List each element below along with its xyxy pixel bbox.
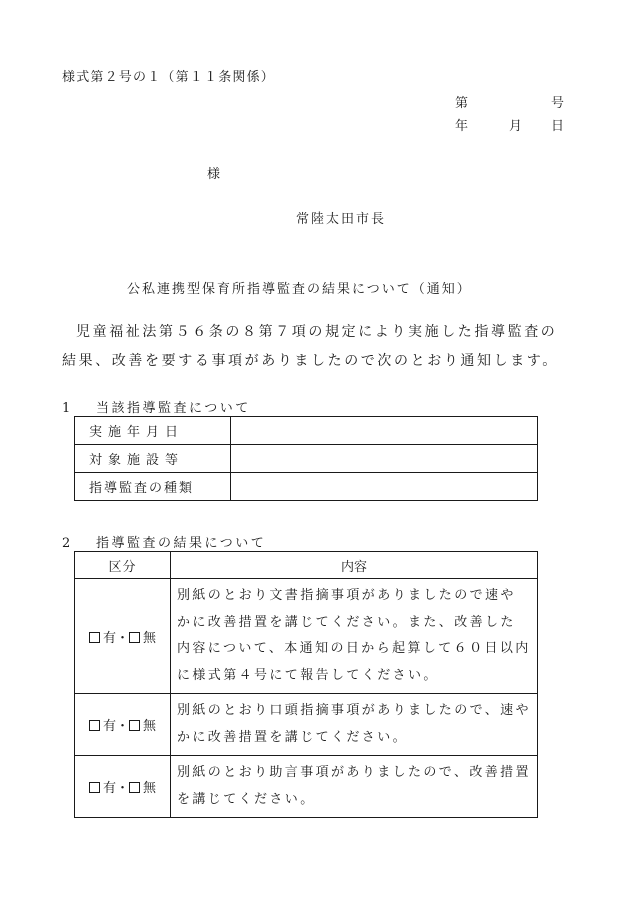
row-label-facility: 対象施設等: [75, 445, 231, 473]
column-header-category: 区分: [75, 552, 171, 579]
table-row: [75, 756, 538, 818]
document-title: 公私連携型保育所指導監査の結果について（通知）: [127, 282, 472, 297]
status-cell: [75, 756, 171, 818]
table-row: [75, 417, 538, 445]
yes-checkbox[interactable]: [89, 720, 100, 731]
yes-checkbox[interactable]: [89, 632, 100, 643]
content-cell: 別紙のとおり助言事項がありましたので、改善措置を講じてください。: [171, 756, 538, 818]
row-label-date: 実施年月日: [75, 417, 231, 445]
content-cell: 別紙のとおり文書指摘事項がありましたので速やかに改善措置を講じてください。また、改善した内容について、本通知の日から起算して６０日以内に様式第４号にて報告してください。: [171, 579, 538, 694]
row-value-facility: [231, 445, 538, 473]
audit-result-table: [74, 551, 538, 818]
yes-label: 有・: [102, 781, 129, 796]
table-row: [75, 445, 538, 473]
table-row: [75, 694, 538, 756]
table-row: [75, 473, 538, 501]
no-checkbox[interactable]: [129, 632, 140, 643]
section1-number: 1: [62, 401, 71, 416]
form-number: 様式第２号の１（第１１条関係）: [62, 70, 276, 85]
yes-checkbox[interactable]: [89, 782, 100, 793]
table-header-row: [75, 552, 538, 579]
yes-label: 有・: [102, 719, 129, 734]
row-label-audit-type: 指導監査の種類: [75, 473, 231, 501]
no-checkbox[interactable]: [129, 720, 140, 731]
addressee-suffix: 様: [207, 167, 221, 182]
no-checkbox[interactable]: [129, 782, 140, 793]
date-month-label: 月: [509, 119, 523, 134]
section2-heading: [62, 532, 266, 551]
section2-title: 指導監査の結果について: [96, 536, 267, 551]
status-cell: [75, 694, 171, 756]
document-number-prefix: 第: [455, 96, 469, 111]
no-label: 無: [143, 781, 157, 796]
table-row: [75, 579, 538, 694]
section1-title: 当該指導監査について: [96, 401, 251, 416]
sender-name: 常陸太田市長: [296, 212, 387, 227]
row-value-audit-type: [231, 473, 538, 501]
column-header-content: 内容: [171, 552, 538, 579]
body-paragraph: 児童福祉法第５６条の８第７項の規定により実施した指導監査の結果、改善を要する事項がありましたので次のとおり通知します。: [62, 324, 559, 369]
section1-heading: [62, 397, 251, 416]
status-cell: [75, 579, 171, 694]
section2-number: 2: [62, 536, 71, 551]
document-number-suffix: 号: [551, 96, 565, 111]
row-value-date: [231, 417, 538, 445]
no-label: 無: [143, 630, 157, 646]
yes-label: 有・: [102, 630, 129, 646]
date-year-label: 年: [455, 119, 469, 134]
date-day-label: 日: [551, 119, 565, 134]
content-cell: 別紙のとおり口頭指摘事項がありましたので、速やかに改善措置を講じてください。: [171, 694, 538, 756]
audit-info-table: [74, 416, 538, 501]
no-label: 無: [143, 719, 157, 734]
